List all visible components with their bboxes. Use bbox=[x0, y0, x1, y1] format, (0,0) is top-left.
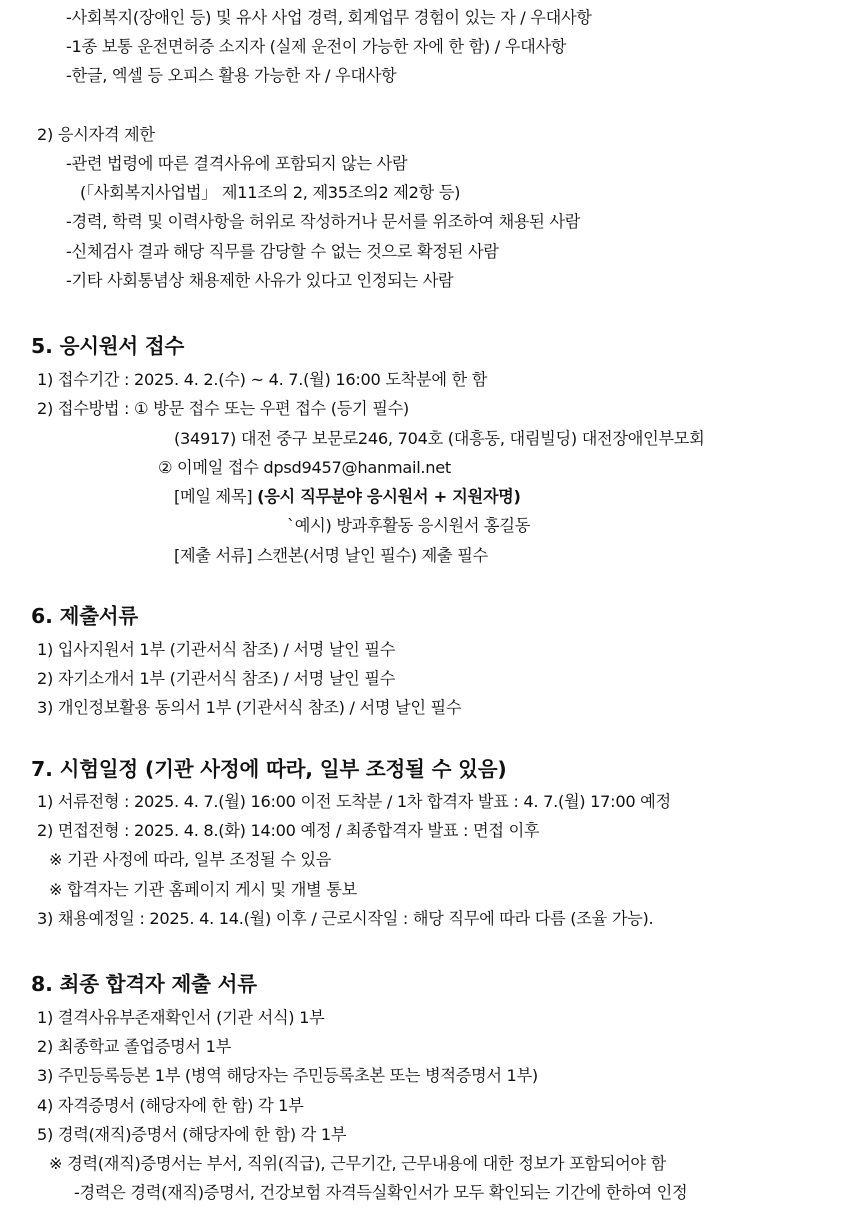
postal-address: (34917) 대전 중구 보문로246, 704호 (대흥동, 대림빌딩) 대전장애인부모회 bbox=[174, 429, 705, 448]
mail-subject-line bbox=[174, 486, 521, 508]
final-document-item: 1) 결격사유부존재확인서 (기관 서식) 1부 bbox=[37, 1008, 325, 1027]
final-document-item: 3) 주민등록등본 1부 (병역 해당자는 주민등록초본 또는 병적증명서 1부) bbox=[37, 1066, 538, 1085]
restriction-item: (「사회복지사업법」 제11조의 2, 제35조의2 제2항 등) bbox=[80, 183, 461, 202]
section-heading-application: 5. 응시원서 접수 bbox=[31, 334, 185, 358]
preferred-item: -사회복지(장애인 등) 및 유사 사업 경력, 회계업무 경험이 있는 자 / 우대사항 bbox=[66, 8, 592, 27]
section-heading-documents: 6. 제출서류 bbox=[31, 604, 139, 628]
application-period: 1) 접수기간 : 2025. 4. 2.(수) ~ 4. 7.(월) 16:00 도착분에 한 함 bbox=[37, 370, 488, 389]
final-document-note: ※ 경력(재직)증명서는 부서, 직위(직급), 근무기간, 근무내용에 대한 정보가 포함되어야 함 bbox=[49, 1154, 666, 1173]
preferred-item: -한글, 엑셀 등 오피스 활용 가능한 자 / 우대사항 bbox=[66, 66, 397, 85]
restriction-item: -기타 사회통념상 채용제한 사유가 있다고 인정되는 사람 bbox=[66, 271, 454, 290]
restriction-item: -관련 법령에 따른 결격사유에 포함되지 않는 사람 bbox=[66, 154, 408, 173]
preferred-item: -1종 보통 운전면허증 소지자 (실제 운전이 가능한 자에 한 함) / 우대사항 bbox=[66, 37, 567, 56]
final-document-item: 4) 자격증명서 (해당자에 한 함) 각 1부 bbox=[37, 1096, 304, 1115]
schedule-item: 1) 서류전형 : 2025. 4. 7.(월) 16:00 이전 도착분 / 1차 합격자 발표 : 4. 7.(월) 17:00 예정 bbox=[37, 792, 671, 811]
restriction-title: 2) 응시자격 제한 bbox=[37, 125, 155, 144]
schedule-note: ※ 기관 사정에 따라, 일부 조정될 수 있음 bbox=[49, 850, 332, 869]
final-document-note: -경력은 경력(재직)증명서, 건강보험 자격득실확인서가 모두 확인되는 기간에 한하여 인정 bbox=[74, 1183, 688, 1202]
submission-docs-note: [제출 서류] 스캔본(서명 날인 필수) 제출 필수 bbox=[174, 546, 488, 565]
schedule-item: 3) 채용예정일 : 2025. 4. 14.(월) 이후 / 근로시작일 : 해당 직무에 따라 다름 (조율 가능). bbox=[37, 909, 654, 928]
final-document-item: 2) 최종학교 졸업증명서 1부 bbox=[37, 1037, 231, 1056]
mail-subject-format: (응시 직무분야 응시원서 + 지원자명) bbox=[257, 487, 521, 506]
document-item: 3) 개인정보활용 동의서 1부 (기관서식 참조) / 서명 날인 필수 bbox=[37, 698, 462, 717]
schedule-item: 2) 면접전형 : 2025. 4. 8.(화) 14:00 예정 / 최종합격자 발표 : 면접 이후 bbox=[37, 821, 540, 840]
document-item: 1) 입사지원서 1부 (기관서식 참조) / 서명 날인 필수 bbox=[37, 640, 396, 659]
section-heading-schedule: 7. 시험일정 (기관 사정에 따라, 일부 조정될 수 있음) bbox=[31, 757, 507, 781]
section-heading-final-documents: 8. 최종 합격자 제출 서류 bbox=[31, 972, 257, 996]
schedule-note: ※ 합격자는 기관 홈페이지 게시 및 개별 통보 bbox=[49, 880, 357, 899]
restriction-item: -경력, 학력 및 이력사항을 허위로 작성하거나 문서를 위조하여 채용된 사람 bbox=[66, 212, 581, 231]
restriction-item: -신체검사 결과 해당 직무를 감당할 수 없는 것으로 확정된 사람 bbox=[66, 242, 499, 261]
document-item: 2) 자기소개서 1부 (기관서식 참조) / 서명 날인 필수 bbox=[37, 669, 396, 688]
application-method: 2) 접수방법 : ① 방문 접수 또는 우편 접수 (등기 필수) bbox=[37, 399, 409, 418]
mail-subject-label: [메일 제목] bbox=[174, 487, 253, 506]
mail-subject-example: `예시) 방과후활동 응시원서 홍길동 bbox=[287, 516, 531, 535]
final-document-item: 5) 경력(재직)증명서 (해당자에 한 함) 각 1부 bbox=[37, 1125, 347, 1144]
email-application: ② 이메일 접수 dpsd9457@hanmail.net bbox=[158, 458, 451, 477]
